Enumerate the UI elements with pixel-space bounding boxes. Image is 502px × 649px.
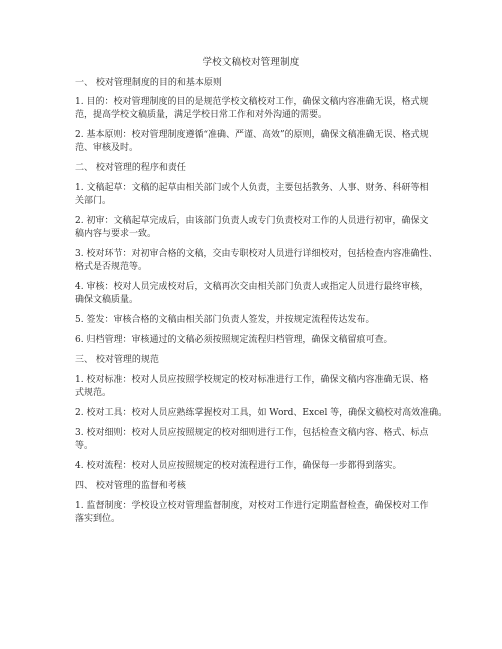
- paragraph-line: 2. 校对工具：校对人员应熟练掌握校对工具，如 Word、Excel 等，确保文稿校对高效准确。: [75, 408, 448, 418]
- paragraph: [75, 129, 433, 155]
- paragraph: [75, 427, 433, 453]
- section-heading: 三、 校对管理的规范: [75, 355, 159, 365]
- paragraph-line: 范、审核及时。: [75, 143, 139, 153]
- paragraph-line: 4. 校对流程：校对人员应按照规定的校对流程进行工作，确保每一步都得到落实。: [75, 461, 402, 471]
- paragraph: [75, 334, 433, 347]
- paragraph: [75, 281, 433, 307]
- paragraph-line: 落实到位。: [75, 514, 121, 524]
- section-heading: 一、 校对管理制度的目的和基本原则: [75, 78, 222, 88]
- paragraph-line: 1. 目的：校对管理制度的目的是规范学校文稿校对工作，确保文稿内容准确无误，格式规: [75, 97, 429, 107]
- paragraph-line: 5. 签发：审核合格的文稿由相关部门负责人签发，并按规定流程传达发布。: [75, 315, 375, 325]
- paragraph-line: 确保文稿质量。: [75, 295, 139, 305]
- paragraph: [75, 460, 433, 473]
- document-title: 学校文稿校对管理制度: [202, 57, 300, 68]
- paragraph-line: 格式是否规范等。: [75, 262, 148, 272]
- paragraph-line: 关部门。: [75, 196, 112, 206]
- paragraph-line: 1. 监督制度：学校设立校对管理监督制度，对校对工作进行定期监督检查，确保校对工作: [75, 501, 429, 511]
- paragraph: [75, 248, 438, 274]
- paragraph: [75, 314, 433, 327]
- paragraph-line: 3. 校对细则：校对人员应按照规定的校对细则进行工作，包括检查文稿内容、格式、标点: [75, 428, 429, 438]
- paragraph: [75, 215, 433, 241]
- paragraph-line: 1. 文稿起草：文稿的起草由相关部门或个人负责，主要包括教务、人事、财务、科研等相: [75, 183, 429, 193]
- paragraph: [75, 182, 433, 208]
- paragraph-line: 稿内容与要求一致。: [75, 229, 157, 239]
- paragraph-line: 等。: [75, 441, 94, 451]
- paragraph: [75, 96, 433, 122]
- paragraph-line: 3. 校对环节：对初审合格的文稿，交由专职校对人员进行详细校对，包括检查内容准确性、: [75, 249, 438, 259]
- paragraph-line: 2. 初审：文稿起草完成后，由该部门负责人或专门负责校对工作的人员进行初审，确保文: [75, 216, 429, 226]
- paragraph-line: 2. 基本原则：校对管理制度遵循“准确、严谨、高效”的原则，确保文稿准确无误、格式规: [75, 130, 429, 140]
- paragraph: [75, 500, 433, 526]
- paragraph-line: 6. 归档管理：审核通过的文稿必须按照规定流程归档管理，确保文稿留痕可查。: [75, 335, 393, 345]
- paragraph-line: 式规范。: [75, 388, 112, 398]
- section-heading: 四、 校对管理的监督和考核: [75, 481, 186, 491]
- paragraph: [75, 374, 433, 400]
- document-body: [75, 77, 448, 526]
- paragraph-line: 1. 校对标准：校对人员应按照学校规定的校对标准进行工作，确保文稿内容准确无误、格: [75, 375, 429, 385]
- paragraph: [75, 407, 448, 420]
- paragraph-line: 4. 审核：校对人员完成校对后，文稿再次交由相关部门负责人或指定人员进行最终审核，: [75, 282, 429, 292]
- paragraph-line: 范，提高学校文稿质量，满足学校日常工作和对外沟通的需要。: [75, 110, 328, 120]
- section-heading: 二、 校对管理的程序和责任: [75, 163, 186, 173]
